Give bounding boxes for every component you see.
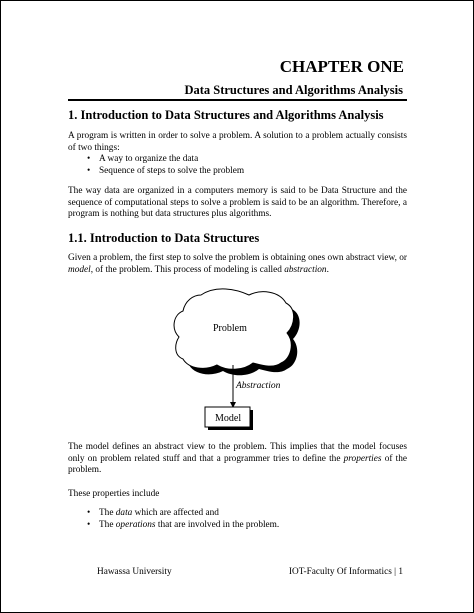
abstraction-term: abstraction <box>284 264 327 275</box>
properties-term: properties <box>343 453 382 464</box>
list-item: • Sequence of steps to solve the problem <box>87 166 244 178</box>
footer-faculty-page: IOT-Faculty Of Informatics | 1 <box>288 567 403 577</box>
data-term: data <box>115 508 133 518</box>
item-text: which are affected and <box>132 508 219 518</box>
item-text: that are involved in the problem. <box>155 519 280 530</box>
chapter-heading: CHAPTER ONE <box>279 57 404 76</box>
abstraction-text-a: Given a problem, the first step to solve the problem is obtaining ones own abstract view, or <box>68 253 407 263</box>
item-text: The <box>99 508 116 518</box>
abstraction-diagram <box>161 285 311 435</box>
section-heading-1-1: 1.1. Introduction to Data Structures <box>68 231 260 245</box>
abstraction-text-b: , of the problem. This process of modeling is called <box>90 264 285 275</box>
data-structure-paragraph: The way data are organized in a computers memory is said to be Data Structure and the sequence of computational steps to solve a problem is said to be an algorithm. Therefore, a program is nothing but data structures plus algorithms. <box>68 186 407 220</box>
list-item <box>87 508 279 520</box>
operations-term: operations <box>115 519 156 530</box>
footer-university: Hawassa University <box>97 567 172 577</box>
list-item <box>87 520 279 532</box>
properties-intro: These properties include <box>68 489 160 499</box>
model-text-b: of the problem. <box>68 453 407 476</box>
abstraction-label: Abstraction <box>236 381 281 391</box>
model-text-a: The model defines an abstract view to the problem. This implies that the model focuses only on problem related stuff and that a programmer tries to define the <box>68 442 407 464</box>
title-underline <box>68 99 407 101</box>
solution-list <box>87 154 244 177</box>
item-text: The <box>99 519 116 530</box>
section-heading-1: 1. Introduction to Data Structures and Algorithms Analysis <box>68 108 384 122</box>
chapter-title: Data Structures and Algorithms Analysis <box>184 83 403 97</box>
abstraction-paragraph <box>68 253 407 276</box>
properties-list <box>87 508 279 531</box>
list-item: • A way to organize the data <box>87 154 244 166</box>
intro-paragraph: A program is written in order to solve a problem. A solution to a problem actually consists of two things: <box>68 131 407 153</box>
model-term: model <box>68 264 91 275</box>
model-paragraph <box>68 442 407 477</box>
model-label: Model <box>215 413 242 424</box>
problem-label: Problem <box>213 323 247 334</box>
abstraction-text-c: . <box>326 264 329 275</box>
